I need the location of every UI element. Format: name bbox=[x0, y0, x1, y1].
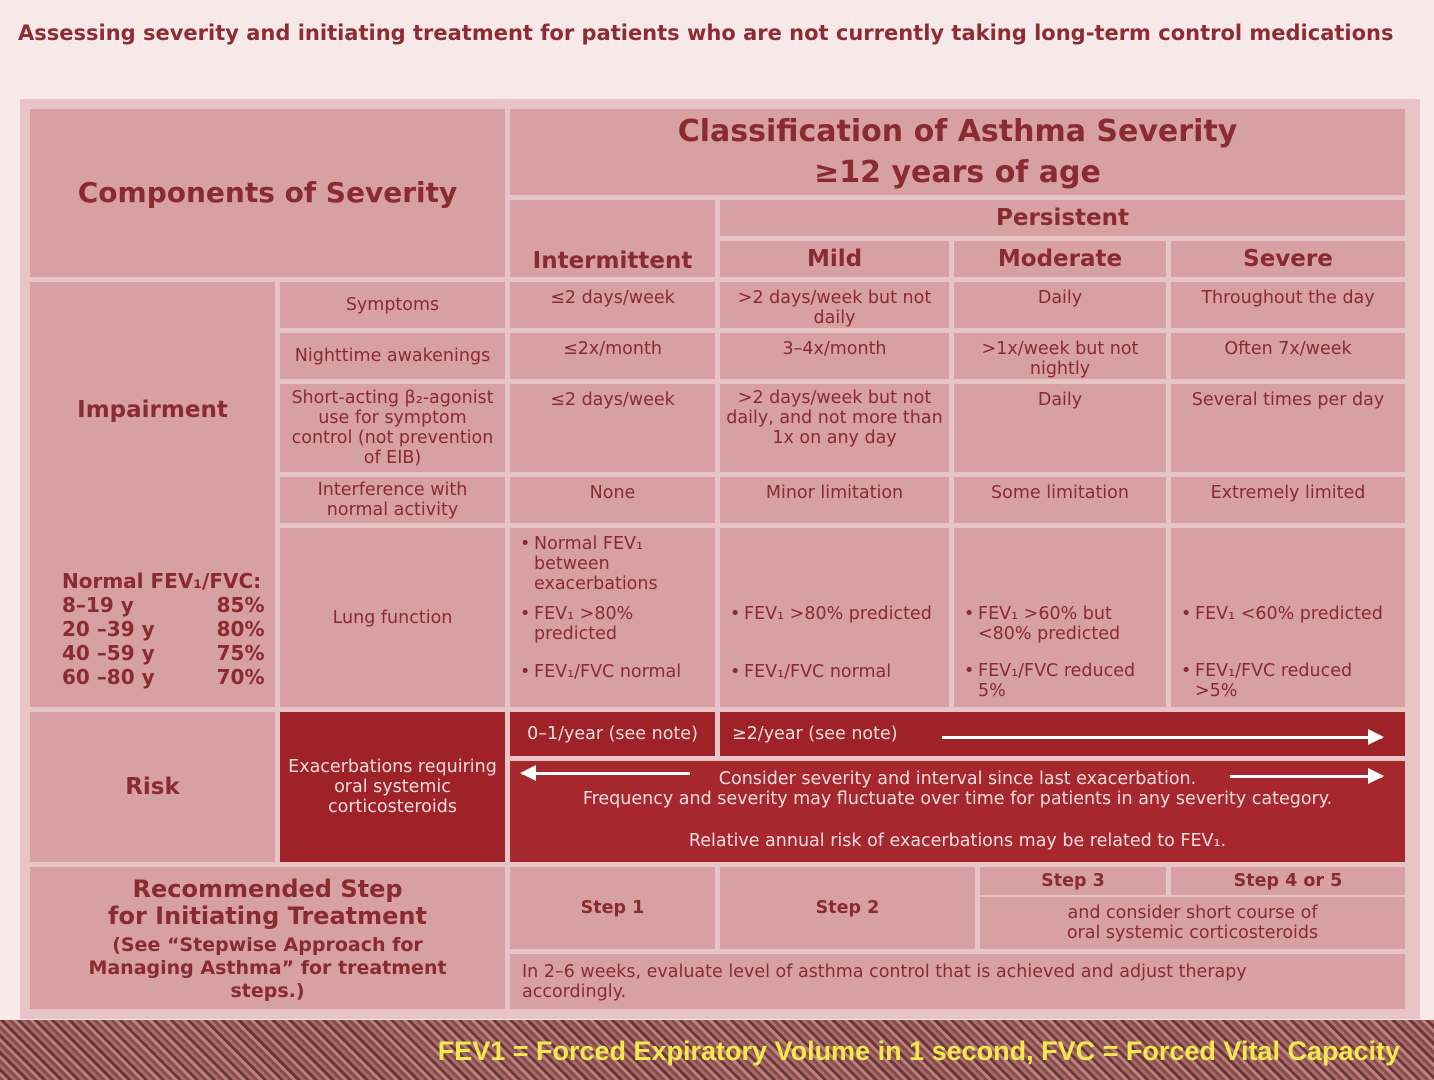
list-item: • FEV₁ >80% predicted bbox=[728, 604, 932, 648]
saba-label: Short-acting β₂-agonist use for symptom control (not prevention of EIB) bbox=[280, 384, 505, 472]
lung-intermittent bbox=[510, 528, 715, 707]
list-item: • FEV₁/FVC reduced >5% bbox=[1179, 661, 1397, 701]
nighttime-moderate: >1x/week but not nightly bbox=[954, 333, 1166, 379]
arrow-right-icon bbox=[1230, 775, 1382, 778]
footer-text: FEV1 = Forced Expiratory Volume in 1 second, FVC = Forced Vital Capacity bbox=[437, 1036, 1400, 1066]
step-1: Step 1 bbox=[510, 867, 715, 949]
saba-mild: >2 days/week but not daily, and not more than 1x on any day bbox=[720, 384, 949, 472]
nighttime-label: Nighttime awakenings bbox=[280, 333, 505, 379]
components-of-severity-header: Components of Severity bbox=[30, 109, 505, 277]
symptoms-severe: Throughout the day bbox=[1171, 282, 1405, 328]
age-range: 40 –59 y bbox=[62, 641, 155, 665]
nighttime-intermittent: ≤2x/month bbox=[510, 333, 715, 379]
interference-intermittent: None bbox=[510, 477, 715, 523]
risk-persistent bbox=[720, 712, 1405, 756]
symptoms-intermittent: ≤2 days/week bbox=[510, 282, 715, 328]
evaluate-note: In 2–6 weeks, evaluate level of asthma control that is achieved and adjust therapy accordingly. bbox=[510, 954, 1405, 1009]
normal-fev-table bbox=[62, 593, 289, 689]
list-item: • FEV₁ >60% but <80% predicted bbox=[962, 604, 1158, 647]
table-row bbox=[62, 641, 289, 665]
persistent-header: Persistent bbox=[720, 200, 1405, 236]
interference-moderate: Some limitation bbox=[954, 477, 1166, 523]
moderate-header: Moderate bbox=[954, 241, 1166, 277]
age-range: 60 –80 y bbox=[62, 665, 155, 689]
list-item: • Normal FEV₁ between exacerbations bbox=[518, 534, 707, 596]
symptoms-moderate: Daily bbox=[954, 282, 1166, 328]
page-title: Assessing severity and initiating treatment for patients who are not currently taking long-term control medications bbox=[18, 21, 1394, 45]
step-2: Step 2 bbox=[720, 867, 975, 949]
severe-header: Severe bbox=[1171, 241, 1405, 277]
list-item: • FEV₁/FVC normal bbox=[518, 662, 681, 682]
table-row bbox=[62, 665, 289, 689]
mild-header: Mild bbox=[720, 241, 949, 277]
ratio-value: 75% bbox=[216, 641, 265, 665]
risk-persistent-text: ≥2/year (see note) bbox=[732, 724, 898, 744]
list-item: • FEV₁ >80% predicted bbox=[518, 604, 707, 648]
risk-intermittent: 0–1/year (see note) bbox=[510, 712, 715, 756]
lung-function-label: Lung function bbox=[280, 528, 505, 707]
saba-severe: Several times per day bbox=[1171, 384, 1405, 472]
risk-relative: Relative annual risk of exacerbations may be related to FEV₁. bbox=[688, 831, 1227, 851]
age-range: 8–19 y bbox=[62, 593, 134, 617]
arrow-left-icon bbox=[522, 772, 690, 775]
list-item: • FEV₁ <60% predicted bbox=[1179, 604, 1383, 647]
ratio-value: 80% bbox=[216, 617, 265, 641]
interference-severe: Extremely limited bbox=[1171, 477, 1405, 523]
ratio-value: 70% bbox=[216, 665, 265, 689]
normal-fev-ratio bbox=[62, 569, 289, 689]
list-item: • FEV₁/FVC normal bbox=[728, 662, 891, 682]
impairment-label: Impairment bbox=[30, 282, 275, 707]
classification-header bbox=[510, 109, 1405, 195]
exacerbations-label: Exacerbations requiring oral systemic corticosteroids bbox=[280, 712, 505, 862]
arrow-right-icon bbox=[942, 736, 1382, 739]
consider-short-course: and consider short course of oral systemic corticosteroids bbox=[980, 897, 1405, 949]
list-item: • FEV₁/FVC reduced 5% bbox=[962, 661, 1158, 701]
saba-intermittent: ≤2 days/week bbox=[510, 384, 715, 472]
intermittent-header: Intermittent bbox=[510, 200, 715, 277]
nighttime-severe: Often 7x/week bbox=[1171, 333, 1405, 379]
step-3: Step 3 bbox=[980, 867, 1166, 895]
classification-title: Classification of Asthma Severity bbox=[677, 114, 1238, 149]
symptoms-mild: >2 days/week but not daily bbox=[720, 282, 949, 328]
interference-mild: Minor limitation bbox=[720, 477, 949, 523]
treatment-label-line2: for Initiating Treatment bbox=[108, 901, 427, 930]
treatment-label-note: (See “Stepwise Approach for Managing Asthma” for treatment steps.) bbox=[88, 933, 447, 1002]
saba-moderate: Daily bbox=[954, 384, 1166, 472]
classification-age: ≥12 years of age bbox=[814, 155, 1101, 190]
ratio-value: 85% bbox=[216, 593, 265, 617]
lung-severe bbox=[1171, 528, 1405, 707]
risk-label: Risk bbox=[30, 712, 275, 862]
severity-table bbox=[20, 99, 1420, 1019]
treatment-label bbox=[30, 867, 505, 1009]
lung-mild bbox=[720, 528, 949, 707]
nighttime-mild: 3–4x/month bbox=[720, 333, 949, 379]
step-4-or-5: Step 4 or 5 bbox=[1171, 867, 1405, 895]
risk-frequency: Frequency and severity may fluctuate over time for patients in any severity category. bbox=[582, 789, 1333, 809]
symptoms-label: Symptoms bbox=[280, 282, 505, 328]
normal-fev-title: Normal FEV₁/FVC: bbox=[62, 569, 262, 593]
treatment-label-line1: Recommended Step bbox=[132, 874, 403, 903]
risk-consider: Consider severity and interval since last exacerbation. bbox=[718, 769, 1197, 789]
lung-moderate bbox=[954, 528, 1166, 707]
interference-label: Interference with normal activity bbox=[280, 477, 505, 523]
footer-banner bbox=[0, 1020, 1434, 1080]
table-row bbox=[62, 617, 289, 641]
table-row bbox=[62, 593, 289, 617]
age-range: 20 –39 y bbox=[62, 617, 155, 641]
